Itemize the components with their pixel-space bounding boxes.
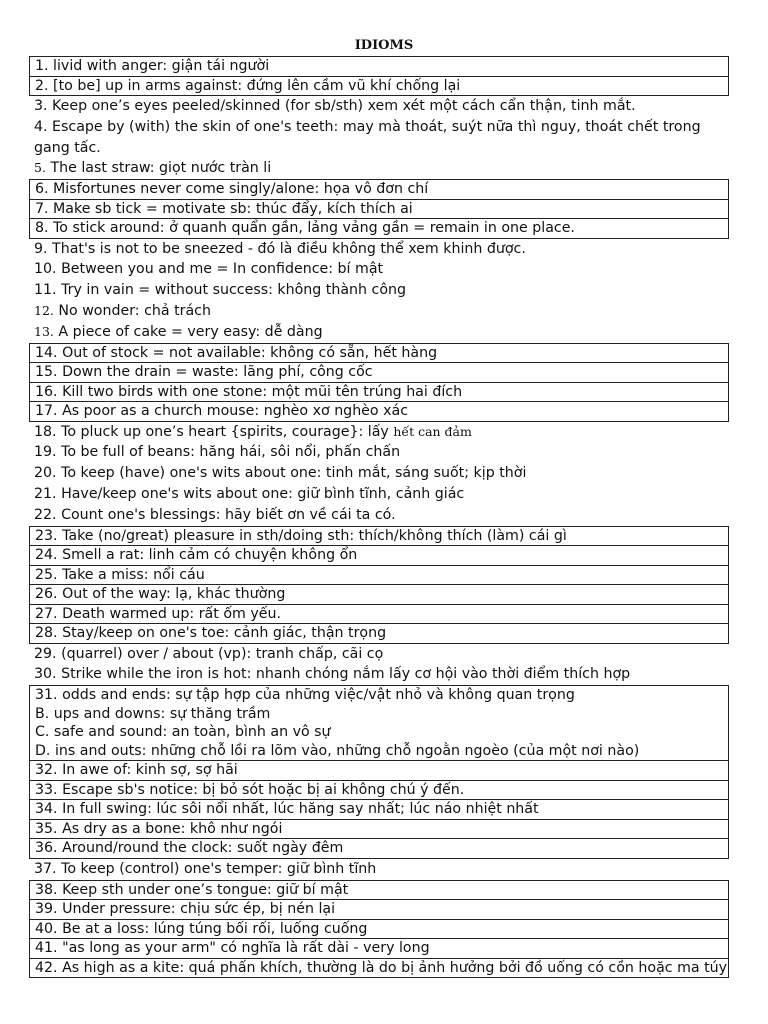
idiom-entry: 42. As high as a kite: quá phấn khích, thường là do bị ảnh hưởng bởi đồ uống có cồn hoặc ma túy xyxy=(30,958,728,978)
idiom-entry: 24. Smell a rat: linh cảm có chuyện không ổn xyxy=(30,545,728,565)
idiom-entry: 22. Count one's blessings: hãy biết ơn về cái ta có. xyxy=(34,506,396,523)
idiom-entry: 25. Take a miss: nổi cáu xyxy=(30,565,728,585)
idiom-group xyxy=(29,859,729,880)
idiom-entry: 36. Around/round the clock: suốt ngày đêm xyxy=(30,838,728,858)
idiom-entry: 15. Down the drain = waste: lãng phí, công cốc xyxy=(30,362,728,382)
idiom-entry: 18. To pluck up one’s heart {spirits, courage}: lấy hết can đảm xyxy=(34,423,472,440)
idiom-entry: 26. Out of the way: lạ, khác thường xyxy=(30,584,728,604)
idiom-entry: 38. Keep sth under one’s tongue: giữ bí mật xyxy=(35,881,349,898)
boxed-idiom-group xyxy=(29,880,729,979)
idiom-entry: 13. A piece of cake = very easy: dễ dàng xyxy=(34,323,323,340)
idiom-entry: 4. Escape by (with) the skin of one's teeth: may mà thoát, suýt nữa thì nguy, thoát chết trong gang tấc. xyxy=(34,118,701,156)
idiom-entry: 3. Keep one’s eyes peeled/skinned (for sb/sth) xem xét một cách cẩn thận, tinh mắt. xyxy=(34,98,636,114)
idiom-entry: 29. (quarrel) over / about (vp): tranh chấp, cãi cọ xyxy=(34,645,384,662)
idiom-entry: 41. "as long as your arm" có nghĩa là rất dài - very long xyxy=(30,938,728,958)
boxed-idiom-group xyxy=(29,685,729,859)
idiom-list xyxy=(29,56,729,978)
idiom-entry: 2. [to be] up in arms against: đứng lên cầm vũ khí chống lại xyxy=(30,76,728,96)
idiom-entry: 6. Misfortunes never come singly/alone: họa vô đơn chí xyxy=(35,181,429,198)
idiom-entry: 30. Strike while the iron is hot: nhanh chóng nắm lấy cơ hội vào thời điểm thích hợp xyxy=(34,666,631,683)
idiom-group xyxy=(29,422,729,526)
idiom-entry: 34. In full swing: lúc sôi nổi nhất, lúc hăng say nhất; lúc náo nhiệt nhất xyxy=(30,799,728,819)
idiom-entry: 5. The last straw: giọt nước tràn li xyxy=(34,160,272,177)
idiom-entry: 33. Escape sb's notice: bị bỏ sót hoặc bị ai không chú ý đến. xyxy=(30,780,728,800)
boxed-idiom-group xyxy=(29,343,729,422)
idiom-entry: 8. To stick around: ở quanh quẩn gần, lảng vảng gần = remain in one place. xyxy=(30,218,728,238)
idiom-entry: 11. Try in vain = without success: không thành công xyxy=(34,282,407,299)
idiom-entry: 9. That's is not to be sneezed - đó là điều không thể xem khinh được. xyxy=(34,240,526,257)
idiom-entry: 39. Under pressure: chịu sức ép, bị nén lại xyxy=(30,899,728,919)
boxed-idiom-group xyxy=(29,526,729,644)
idiom-entry: 21. Have/keep one's wits about one: giữ bình tĩnh, cảnh giác xyxy=(34,486,465,503)
idiom-entry: 20. To keep (have) one's wits about one: tinh mắt, sáng suốt; kịp thời xyxy=(34,465,527,482)
idiom-entry: 23. Take (no/great) pleasure in sth/doing sth: thích/không thích (làm) cái gì xyxy=(35,527,567,544)
idiom-entry: 1. livid with anger: giận tái người xyxy=(35,58,270,74)
idiom-entry: 10. Between you and me = In confidence: bí mật xyxy=(34,261,384,278)
idiom-entry: 31. odds and ends: sự tập hợp của những việc/vật nhỏ và không quan trọng xyxy=(35,687,575,704)
idiom-entry: 27. Death warmed up: rất ốm yếu. xyxy=(30,604,728,624)
idiom-entry: D. ins and outs: những chỗ lồi ra lõm vào, những chỗ ngoằn ngoèo (của một nơi nào) xyxy=(35,742,640,759)
idiom-entry: 40. Be at a loss: lúng túng bối rối, luống cuống xyxy=(30,919,728,939)
idiom-entry: 14. Out of stock = not available: không có sẵn, hết hàng xyxy=(35,344,438,361)
idiom-entry: 37. To keep (control) one's temper: giữ bình tĩnh xyxy=(34,860,377,877)
boxed-idiom-group xyxy=(29,179,729,239)
idiom-entry: 32. In awe of: kinh sợ, sợ hãi xyxy=(30,760,728,780)
document-title: IDIOMS xyxy=(354,38,414,53)
idiom-group xyxy=(29,239,729,343)
idiom-entry: 16. Kill two birds with one stone: một mũi tên trúng hai đích xyxy=(30,382,728,402)
idiom-group xyxy=(29,644,729,686)
idiom-entry: 28. Stay/keep on one's toe: cảnh giác, thận trọng xyxy=(30,623,728,643)
idiom-group xyxy=(29,96,729,179)
boxed-idiom-group xyxy=(29,56,729,96)
idiom-entry: 35. As dry as a bone: khô như ngói xyxy=(30,819,728,839)
idiom-entry: 12. No wonder: chả trách xyxy=(34,303,211,320)
idiom-entry: C. safe and sound: an toàn, bình an vô sự xyxy=(35,724,331,741)
idiom-entry: 17. As poor as a church mouse: nghèo xơ nghèo xác xyxy=(30,401,728,421)
idiom-entry: 7. Make sb tick = motivate sb: thúc đẩy, kích thích ai xyxy=(30,199,728,219)
idiom-entry: 19. To be full of beans: hăng hái, sôi nổi, phấn chấn xyxy=(34,444,401,461)
idiom-entry: B. ups and downs: sự thăng trầm xyxy=(35,705,271,722)
